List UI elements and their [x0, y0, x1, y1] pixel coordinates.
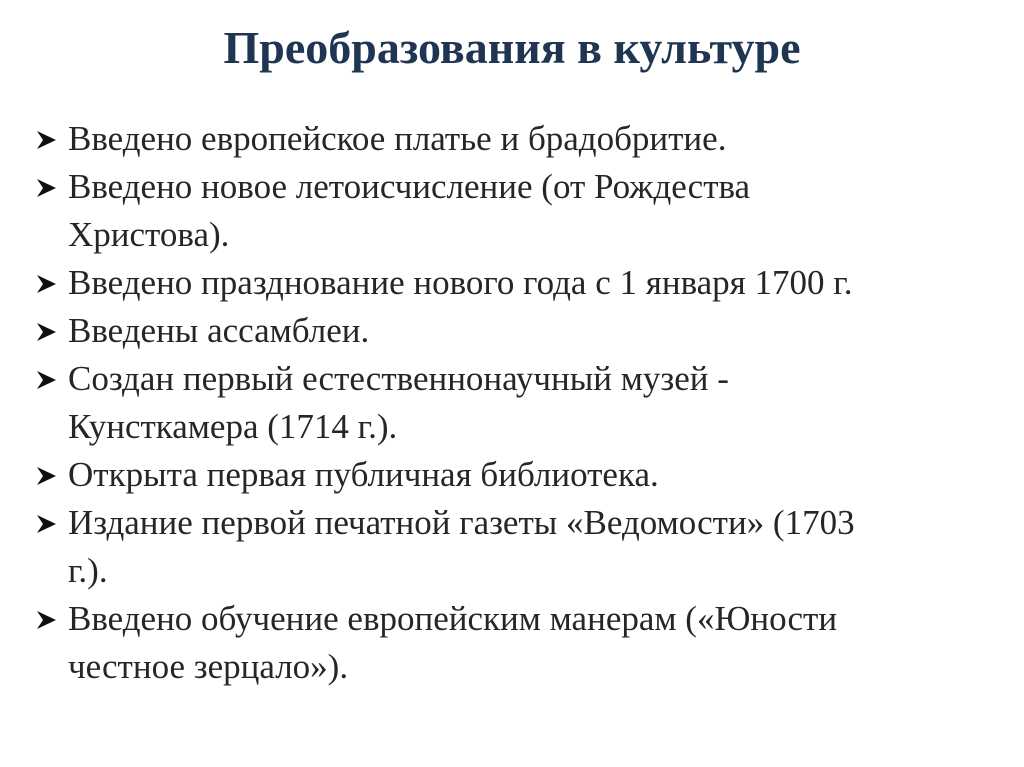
- arrowhead-bullet-icon: [34, 511, 60, 537]
- bullet-text-continued: Христова).: [68, 215, 230, 254]
- arrowhead-bullet-icon: [34, 175, 60, 201]
- bullet-item: [34, 355, 994, 451]
- arrowhead-bullet-icon: [34, 319, 60, 345]
- bullet-text: Создан первый естественнонаучный музей -: [68, 359, 729, 398]
- arrowhead-bullet-icon: [34, 607, 60, 633]
- bullet-item: [34, 259, 994, 307]
- bullet-text-continued: г.).: [68, 551, 108, 590]
- bullet-text-continued: Кунсткамера (1714 г.).: [68, 407, 398, 446]
- bullet-text: Издание первой печатной газеты «Ведомости» (1703: [68, 503, 855, 542]
- arrowhead-bullet-icon: [34, 463, 60, 489]
- bullet-text-continued: честное зерцало»).: [68, 647, 349, 686]
- bullet-text: Введено празднование нового года с 1 января 1700 г.: [68, 263, 853, 302]
- arrowhead-bullet-icon: [34, 127, 60, 153]
- bullet-text: Введено новое летоисчисление (от Рождества: [68, 167, 751, 206]
- bullet-item: [34, 499, 994, 595]
- bullet-item: [34, 307, 994, 355]
- bullet-text: Введено европейское платье и брадобритие.: [68, 119, 727, 158]
- bullet-item: [34, 163, 994, 259]
- arrowhead-bullet-icon: [34, 271, 60, 297]
- bullet-text: Введено обучение европейским манерам («Юности: [68, 599, 838, 638]
- bullet-item: [34, 451, 994, 499]
- bullet-text: Открыта первая публичная библиотека.: [68, 455, 659, 494]
- bullet-item: [34, 115, 994, 163]
- bullet-list: [34, 115, 994, 691]
- slide-title: Преобразования в культуре: [223, 22, 801, 73]
- arrowhead-bullet-icon: [34, 367, 60, 393]
- bullet-text: Введены ассамблеи.: [68, 311, 370, 350]
- bullet-item: [34, 595, 994, 691]
